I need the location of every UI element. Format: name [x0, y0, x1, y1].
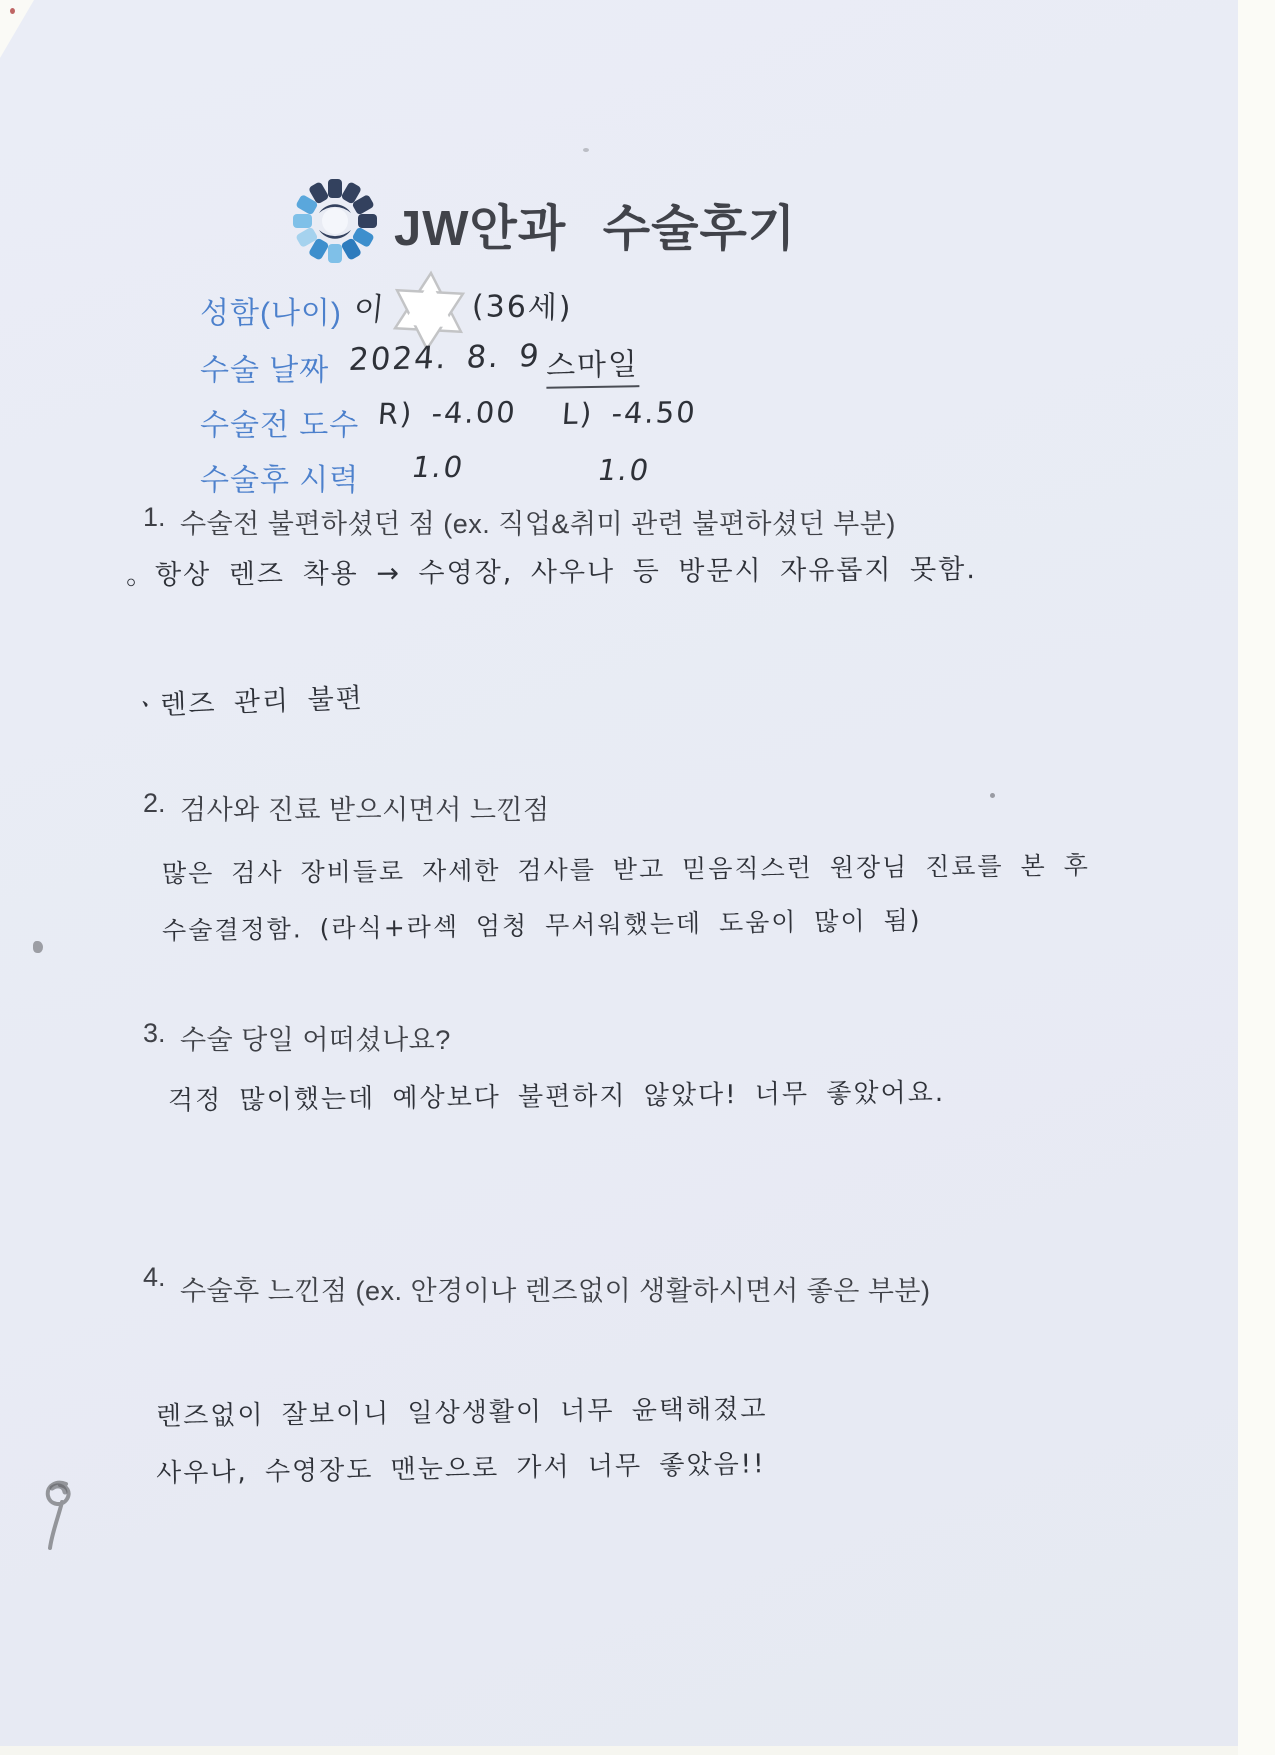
- question-2-text: 검사와 진료 받으시면서 느낀점: [180, 795, 550, 825]
- question-3-number: 3.: [143, 1018, 166, 1048]
- question-4-number: 4.: [143, 1262, 166, 1292]
- answer-1-line-1: 。항상 렌즈 착용 → 수영장, 사우나 등 방문시 자유롭지 못함.: [125, 554, 977, 591]
- question-3-text: 수술 당일 어떠셨나요?: [180, 1025, 451, 1055]
- pencil-smudge: [38, 1478, 108, 1556]
- page-title: JW안과 수술후기: [394, 202, 797, 256]
- scan-speck: [10, 8, 15, 14]
- scan-speck: [33, 941, 43, 953]
- post-op-vision-label: 수술후 시력: [200, 464, 360, 497]
- answer-2-line-1: 많은 검사 장비들로 자세한 검사를 받고 믿음직스런 원장님 진료를 본 후: [161, 850, 1090, 889]
- pre-op-right-value: R) -4.00: [376, 395, 518, 431]
- scan-speck: [583, 148, 589, 152]
- scan-speck: [990, 793, 995, 798]
- name-age-label: 성함(나이): [200, 297, 342, 330]
- question-4-text: 수술후 느낀점 (ex. 안경이나 렌즈없이 생활하시면서 좋은 부분): [180, 1276, 931, 1306]
- procedure-type-value: 스마일: [546, 339, 640, 389]
- name-value: 이: [351, 291, 388, 329]
- answer-3-line-1: 걱정 많이했는데 예상보다 불편하지 않았다! 너무 좋았어요.: [167, 1077, 946, 1117]
- scan-corner-artifact: [0, 0, 34, 58]
- pre-op-left-value: L) -4.50: [560, 395, 698, 431]
- surgery-date-value: 2024. 8. 9: [347, 337, 543, 379]
- pre-op-power-label: 수술전 도수: [200, 409, 360, 442]
- answer-4-line-2: 사우나, 수영장도 맨눈으로 가서 너무 좋았음!!: [155, 1449, 766, 1489]
- surgery-date-label: 수술 날짜: [200, 354, 330, 387]
- post-op-right-value: 1.0: [409, 450, 468, 484]
- answer-1-line-2: ㆍ렌즈 관리 불편: [131, 682, 365, 723]
- question-2-number: 2.: [143, 788, 166, 818]
- question-1-text: 수술전 불편하셨던 점 (ex. 직업&취미 관련 불편하셨던 부분): [180, 509, 896, 539]
- question-1-number: 1.: [143, 502, 166, 532]
- post-op-left-value: 1.0: [595, 453, 654, 487]
- answer-4-line-1: 렌즈없이 잘보이니 일상생활이 너무 윤택해졌고: [155, 1394, 768, 1432]
- scan-edge-right: [1238, 0, 1275, 1755]
- jw-eye-clinic-flower-logo: [283, 176, 387, 266]
- age-value: (36세): [471, 289, 573, 326]
- scan-edge-bottom: [0, 1746, 1238, 1755]
- answer-2-line-2: 수술결정함. (라식+라섹 엄청 무서워했는데 도움이 많이 됨): [161, 905, 922, 946]
